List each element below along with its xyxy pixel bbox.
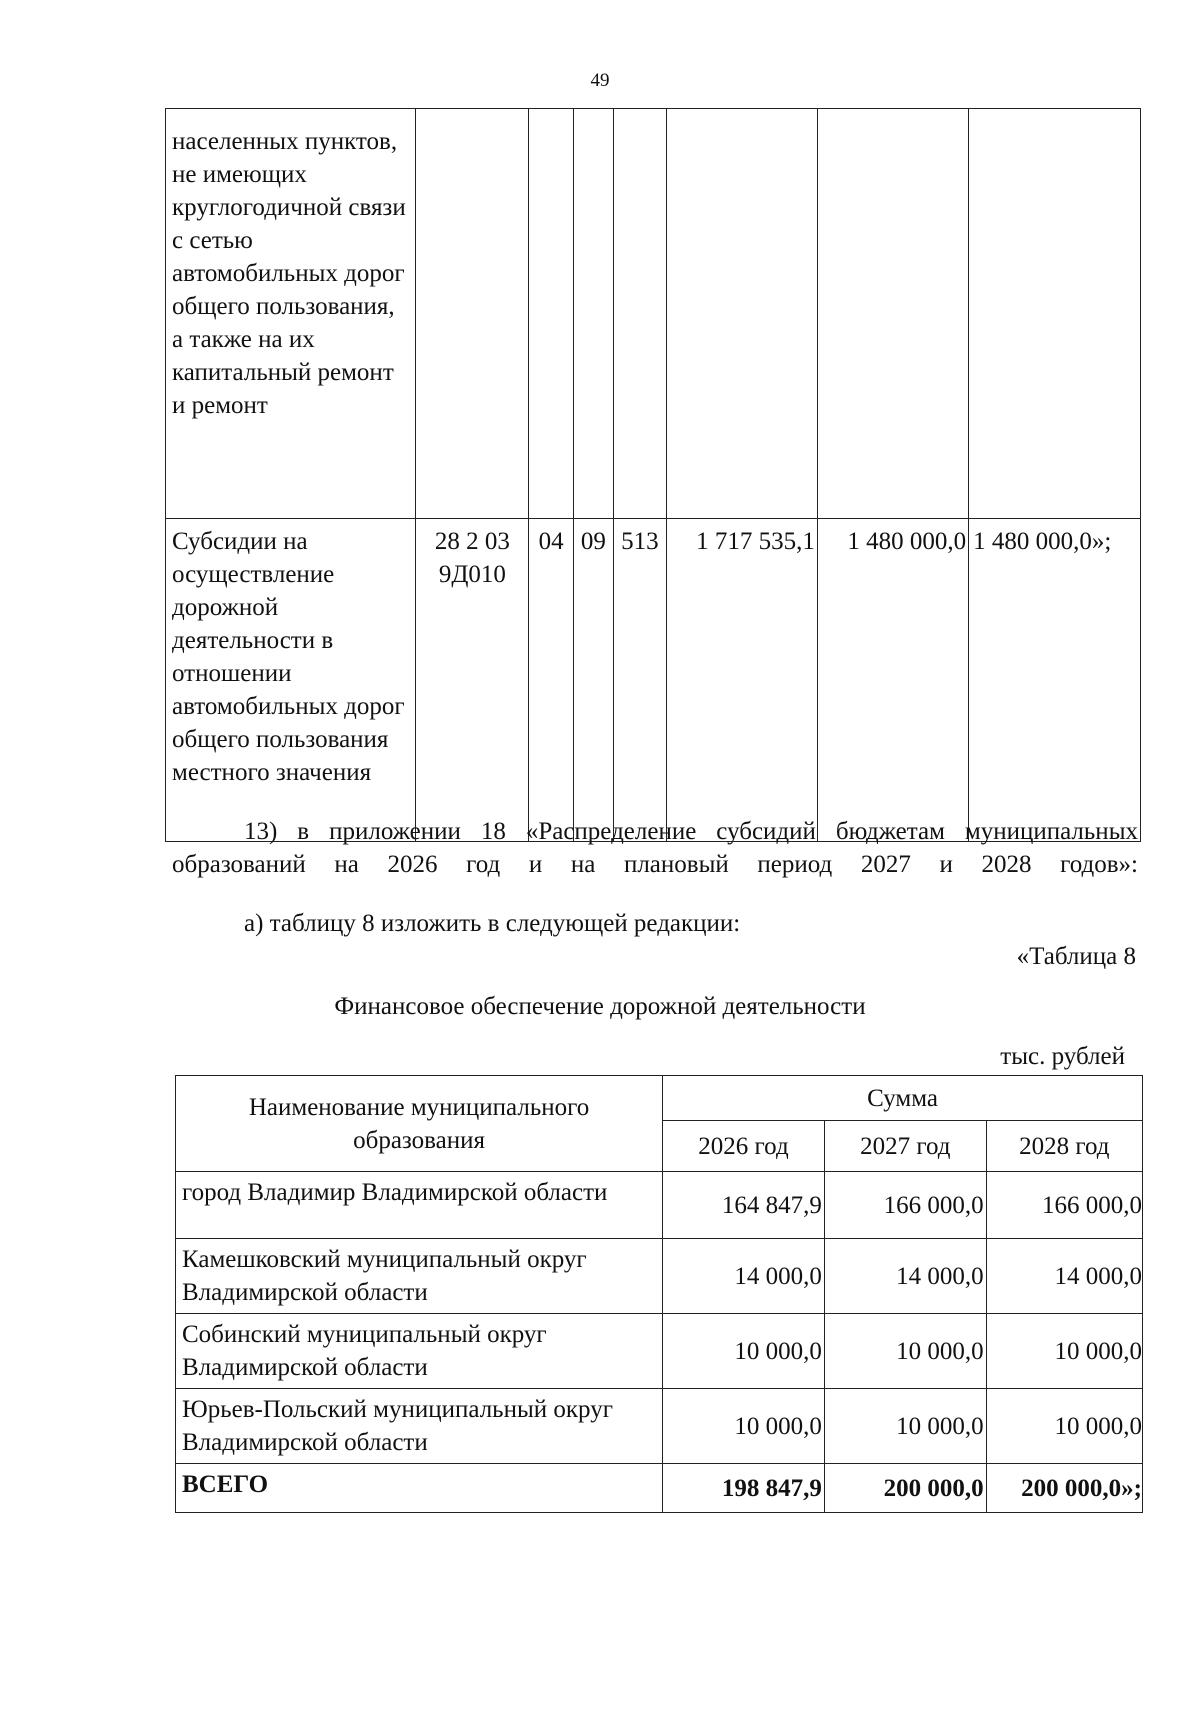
municipality-name: Юрьев-Польский муниципальный округ Владимирской области [176,1389,663,1464]
value-2027: 166 000,0 [824,1172,986,1239]
total-label: ВСЕГО [176,1464,663,1513]
vr-cell [614,109,666,519]
total-2027: 200 000,0 [824,1464,986,1513]
table-row [166,519,1141,842]
value-2028-cell [969,109,1141,519]
header-sum: Сумма [663,1076,1143,1121]
table-row [176,1389,1143,1464]
header-year-2028: 2028 год [986,1121,1142,1172]
value-2028: 166 000,0 [986,1172,1142,1239]
municipality-name: Камешковский муниципальный округ Владимирской области [176,1239,663,1314]
table-row [166,109,1141,519]
value-2027: 10 000,0 [824,1389,986,1464]
value-2027: 14 000,0 [824,1239,986,1314]
paragraph-a [172,907,1138,940]
value-2028: 10 000,0 [986,1314,1142,1389]
table-row [176,1314,1143,1389]
value-2027: 10 000,0 [824,1314,986,1389]
paragraph-13-text: 13) в приложении 18 «Распределение субсидий бюджетам муниципальных образований на 2026 год и на плановый период 2027 и 2028 годов»: [172,818,1138,878]
value-2026: 10 000,0 [663,1389,825,1464]
unit-label: тыс. рублей [1000,1043,1125,1070]
municipality-name: Собинский муниципальный округ Владимирской области [176,1314,663,1389]
header-row [176,1076,1143,1121]
value-2026-cell: 1 717 535,1 [666,519,817,842]
road-financing-table [175,1075,1143,1513]
value-2026: 14 000,0 [663,1239,825,1314]
total-2026: 198 847,9 [663,1464,825,1513]
page-number: 49 [590,70,610,91]
paragraph-13 [172,815,1138,881]
municipality-name: город Владимир Владимирской области [176,1172,663,1239]
csr-cell [416,109,529,519]
value-2028: 14 000,0 [986,1239,1142,1314]
header-year-2026: 2026 год [663,1121,825,1172]
csr-cell: 28 2 03 9Д010 [416,519,529,842]
total-row [176,1464,1143,1513]
paragraph-a-text: а) таблицу 8 изложить в следующей редакции: [244,910,741,937]
table-title: Финансовое обеспечение дорожной деятельности [334,993,866,1020]
pr-cell: 09 [573,519,613,842]
value-2026-cell [666,109,817,519]
header-year-2027: 2027 год [824,1121,986,1172]
row-name: населенных пунктов, не имеющих круглогодичной связи с сетью автомобильных дорог общего пользования, а также на их капитальный ремонт и ремонт [166,109,416,519]
pr-cell [573,109,613,519]
budget-table-continued [165,108,1141,842]
total-2028: 200 000,0»; [986,1464,1142,1513]
value-2028-cell: 1 480 000,0»; [969,519,1141,842]
rz-cell [529,109,573,519]
vr-cell: 513 [614,519,666,842]
value-2027-cell: 1 480 000,0 [817,519,968,842]
header-name: Наименование муниципального образования [176,1076,663,1172]
row-name: Субсидии на осуществление дорожной деятельности в отношении автомобильных дорог общего пользования местного значения [166,519,416,842]
table-label: «Таблица 8 [1016,943,1136,970]
value-2028: 10 000,0 [986,1389,1142,1464]
value-2026: 10 000,0 [663,1314,825,1389]
table-row [176,1172,1143,1239]
value-2026: 164 847,9 [663,1172,825,1239]
rz-cell: 04 [529,519,573,842]
value-2027-cell [817,109,968,519]
table-row [176,1239,1143,1314]
